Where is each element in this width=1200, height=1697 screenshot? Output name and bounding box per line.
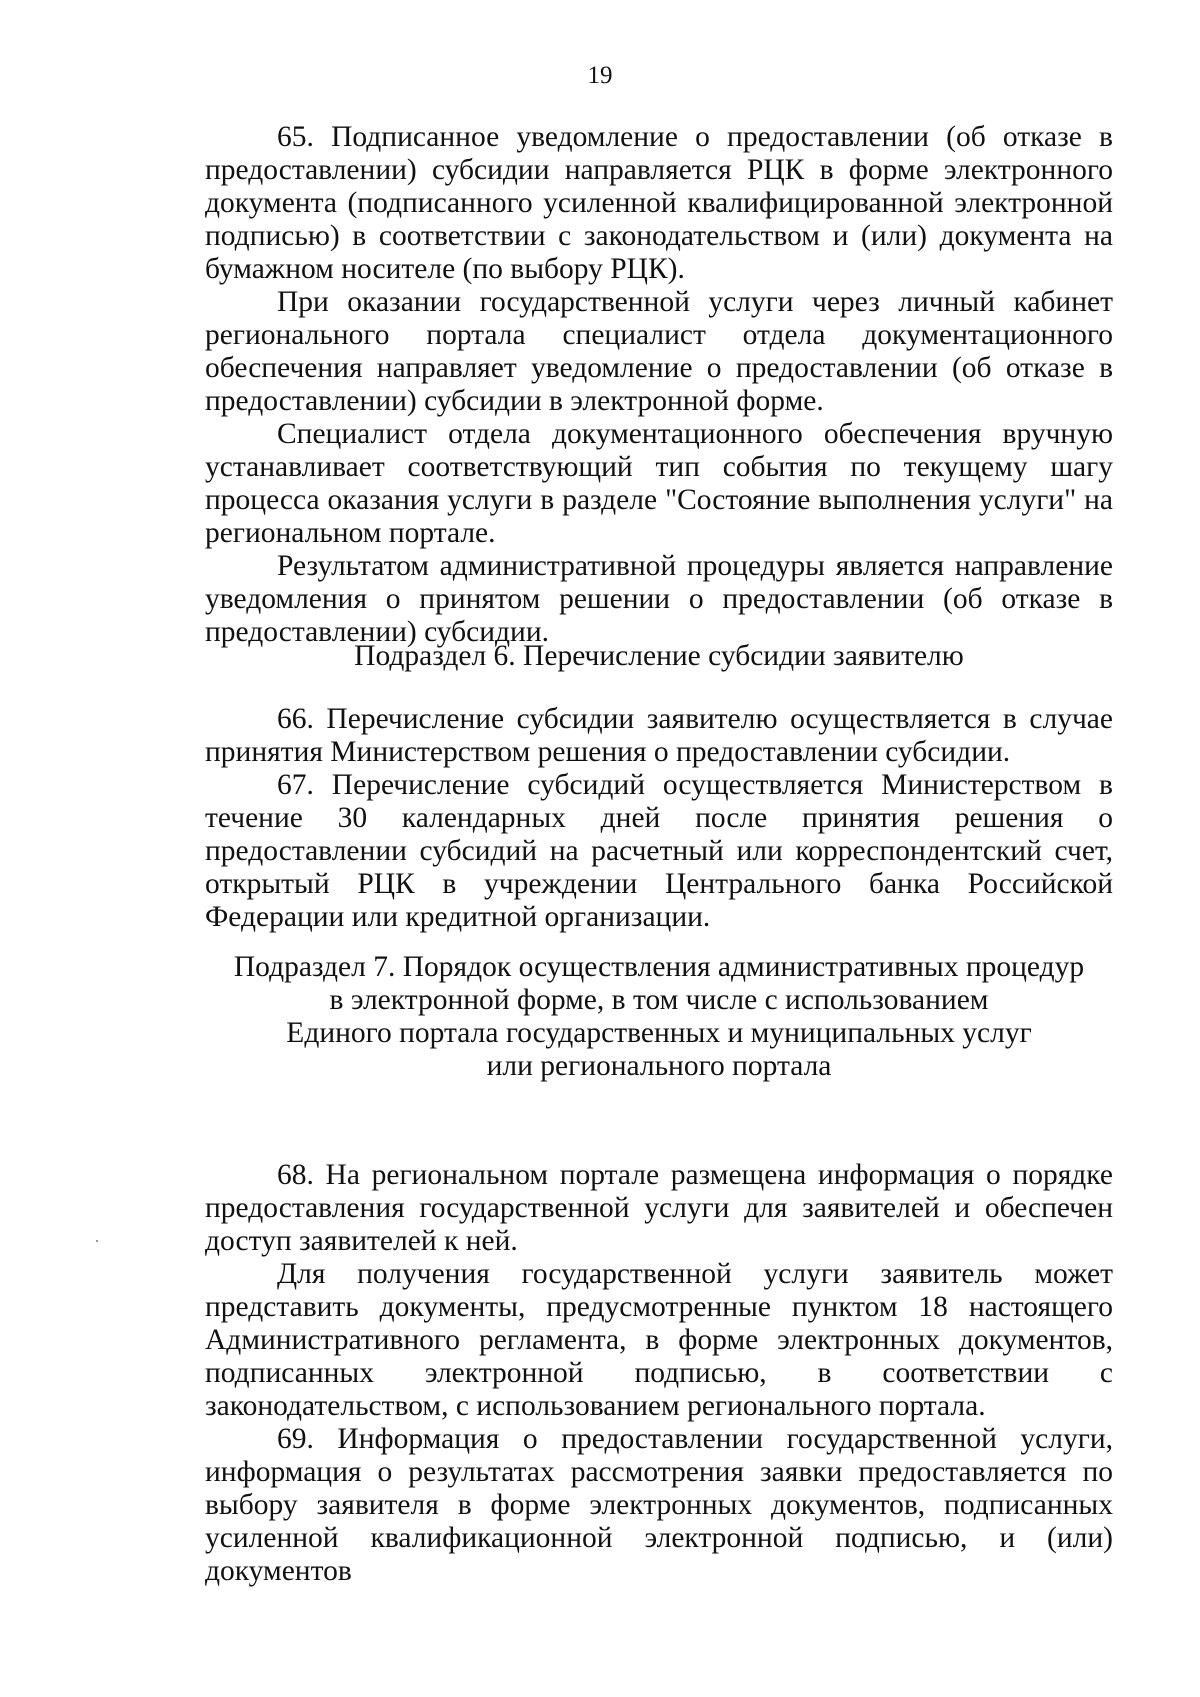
paragraph-result: Результатом административной процедуры является направление уведомления о принятом решении о предоставлении (об отказе в предоставлении) субсидии. (205, 550, 1113, 648)
page-number: 19 (587, 62, 613, 89)
paragraph-65: 65. Подписанное уведомление о предоставлении (об отказе в предоставлении) субсидии направляется РЦК в форме электронного документа (подписанного усиленной квалифицированной электронной подписью) в соответствии с законодательством и (или) документа на бумажном носителе (по выбору РЦК). (205, 121, 1113, 285)
paragraph-66: 66. Перечисление субсидии заявителю осуществляется в случае принятия Министерством решения о предоставлении субсидии. (205, 703, 1113, 768)
paragraph-specialist: Специалист отдела документационного обеспечения вручную устанавливает соответствующий тип события по текущему шагу процесса оказания услуги в разделе "Состояние выполнения услуги" на региональном портале. (205, 418, 1113, 549)
paragraph-personal-cabinet: При оказании государственной услуги через личный кабинет регионального портала специалист отдела документационного обеспечения направляет уведомление о предоставлении (об отказе в предоставлении) субсидии в электронной форме. (205, 286, 1113, 417)
paragraph-68: 68. На региональном портале размещена информация о порядке предоставления государственной услуги для заявителей и обеспечен доступ заявителей к ней. (205, 1159, 1113, 1257)
paragraph-69: 69. Информация о предоставлении государственной услуги, информация о результатах рассмотрения заявки предоставляется по выбору заявителя в форме электронных документов, подписанных усиленной квалификационной электронной подписью, и (или) документов (205, 1423, 1113, 1587)
subsection-7-heading-line-3: Единого портала государственных и муниципальных услуг (286, 1017, 1032, 1049)
subsection-7-heading (205, 951, 1113, 1083)
subsection-7-heading-line-4: или регионального портала (486, 1050, 832, 1082)
paragraph-electronic-documents: Для получения государственной услуги заявитель может представить документы, предусмотренные пунктом 18 настоящего Административного регламента, в форме электронных документов, подписанных электронной подписью, в соответствии с законодательством, с использованием регионального портала. (205, 1258, 1113, 1422)
subsection-6-heading: Подраздел 6. Перечисление субсидии заявителю (354, 640, 964, 672)
subsection-7-heading-line-2: в электронной форме, в том числе с использованием (329, 984, 989, 1016)
scan-dot (96, 1240, 98, 1242)
subsection-7-heading-line-1: Подраздел 7. Порядок осуществления административных процедур (233, 951, 1085, 983)
subsection-7-text (205, 1159, 1113, 1588)
paragraph-67: 67. Перечисление субсидий осуществляется Министерством в течение 30 календарных дней после принятия решения о предоставлении субсидий на расчетный или корреспондентский счет, открытый РЦК в учреждении Центрального банка Российской Федерации или кредитной организации. (205, 769, 1113, 933)
subsection-6-text (205, 703, 1113, 934)
section-top-text (205, 121, 1113, 649)
